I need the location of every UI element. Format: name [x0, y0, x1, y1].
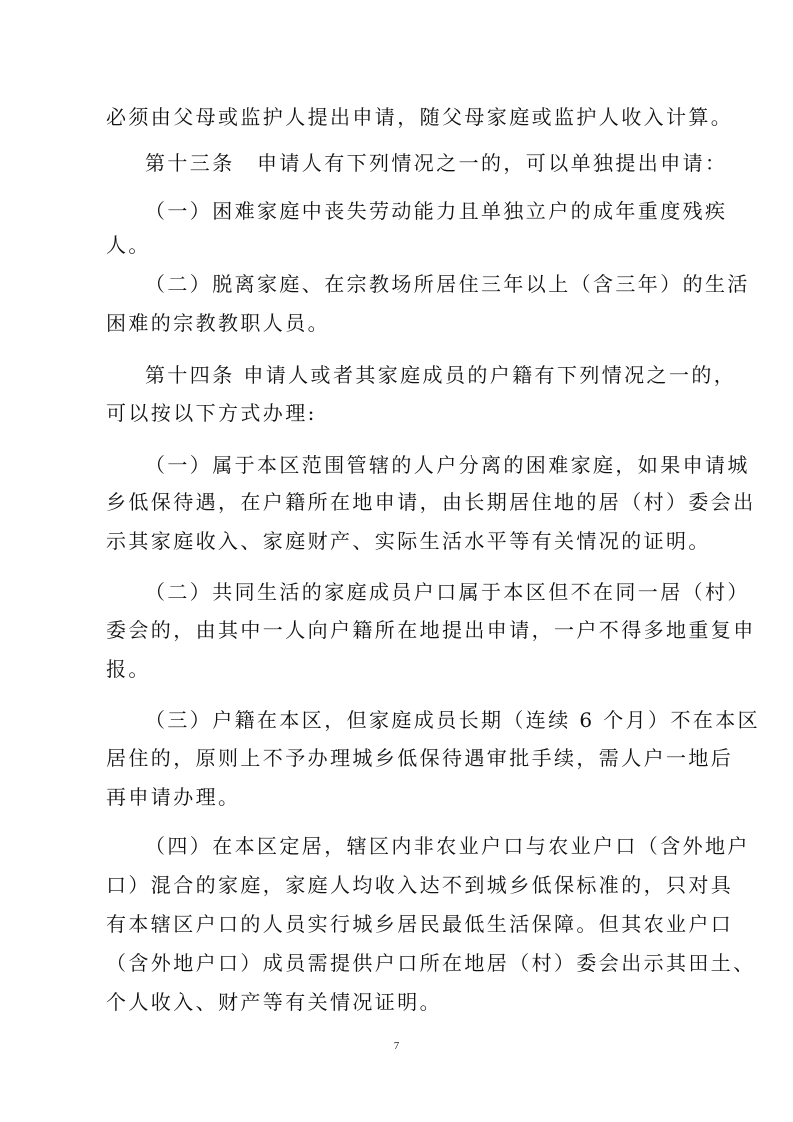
- text-line: 可以按以下方式办理:: [106, 401, 317, 425]
- text-line: 个人收入、财产等有关情况证明。: [106, 990, 442, 1014]
- text-line: 困难的宗教教职人员。: [106, 311, 330, 335]
- text-line: 人。: [106, 233, 151, 257]
- text-line: 再申请办理。: [106, 785, 241, 809]
- text-line: 委会的，由其中一人向户籍所在地提出申请，一户不得多地重复申: [106, 618, 756, 642]
- text-line: （一）困难家庭中丧失劳动能力且单独立户的成年重度残疾: [145, 199, 728, 223]
- text-line: 居住的，原则上不予办理城乡低保待遇审批手续，需人户一地后: [106, 746, 734, 770]
- text-line: （二）脱离家庭、在宗教场所居住三年以上（含三年）的生活: [145, 272, 750, 296]
- text-line: 必须由父母或监护人提出申请，随父母家庭或监护人收入计算。: [106, 105, 734, 129]
- text-line: （四）在本区定居，辖区内非农业户口与农业户口（含外地户: [145, 834, 750, 858]
- text-line: （二）共同生活的家庭成员户口属于本区但不在同一居（村）: [145, 580, 750, 604]
- article-13-heading: 第十三条 申请人有下列情况之一的，可以单独提出申请：: [145, 151, 728, 175]
- text-line: 口）混合的家庭，家庭人均收入达不到城乡低保标准的，只对具: [106, 873, 734, 897]
- text-line: 报。: [106, 657, 151, 681]
- text-line: （含外地户口）成员需提供户口所在地居（村）委会出示其田土、: [106, 951, 756, 975]
- text-line: 示其家庭收入、家庭财产、实际生活水平等有关情况的证明。: [106, 529, 711, 553]
- text-line: （三）户籍在本区，但家庭成员长期（连续 6 个月）不在本区: [145, 708, 761, 732]
- text-line: 有本辖区户口的人员实行城乡居民最低生活保障。但其农业户口: [106, 912, 734, 936]
- text-line: 乡低保待遇，在户籍所在地申请，由长期居住地的居（村）委会出: [106, 490, 756, 514]
- text-line: （一）属于本区范围管辖的人户分离的困难家庭，如果申请城: [145, 453, 750, 477]
- article-14-heading: 第十四条 申请人或者其家庭成员的户籍有下列情况之一的，: [145, 363, 737, 387]
- page-number: 7: [393, 1040, 400, 1052]
